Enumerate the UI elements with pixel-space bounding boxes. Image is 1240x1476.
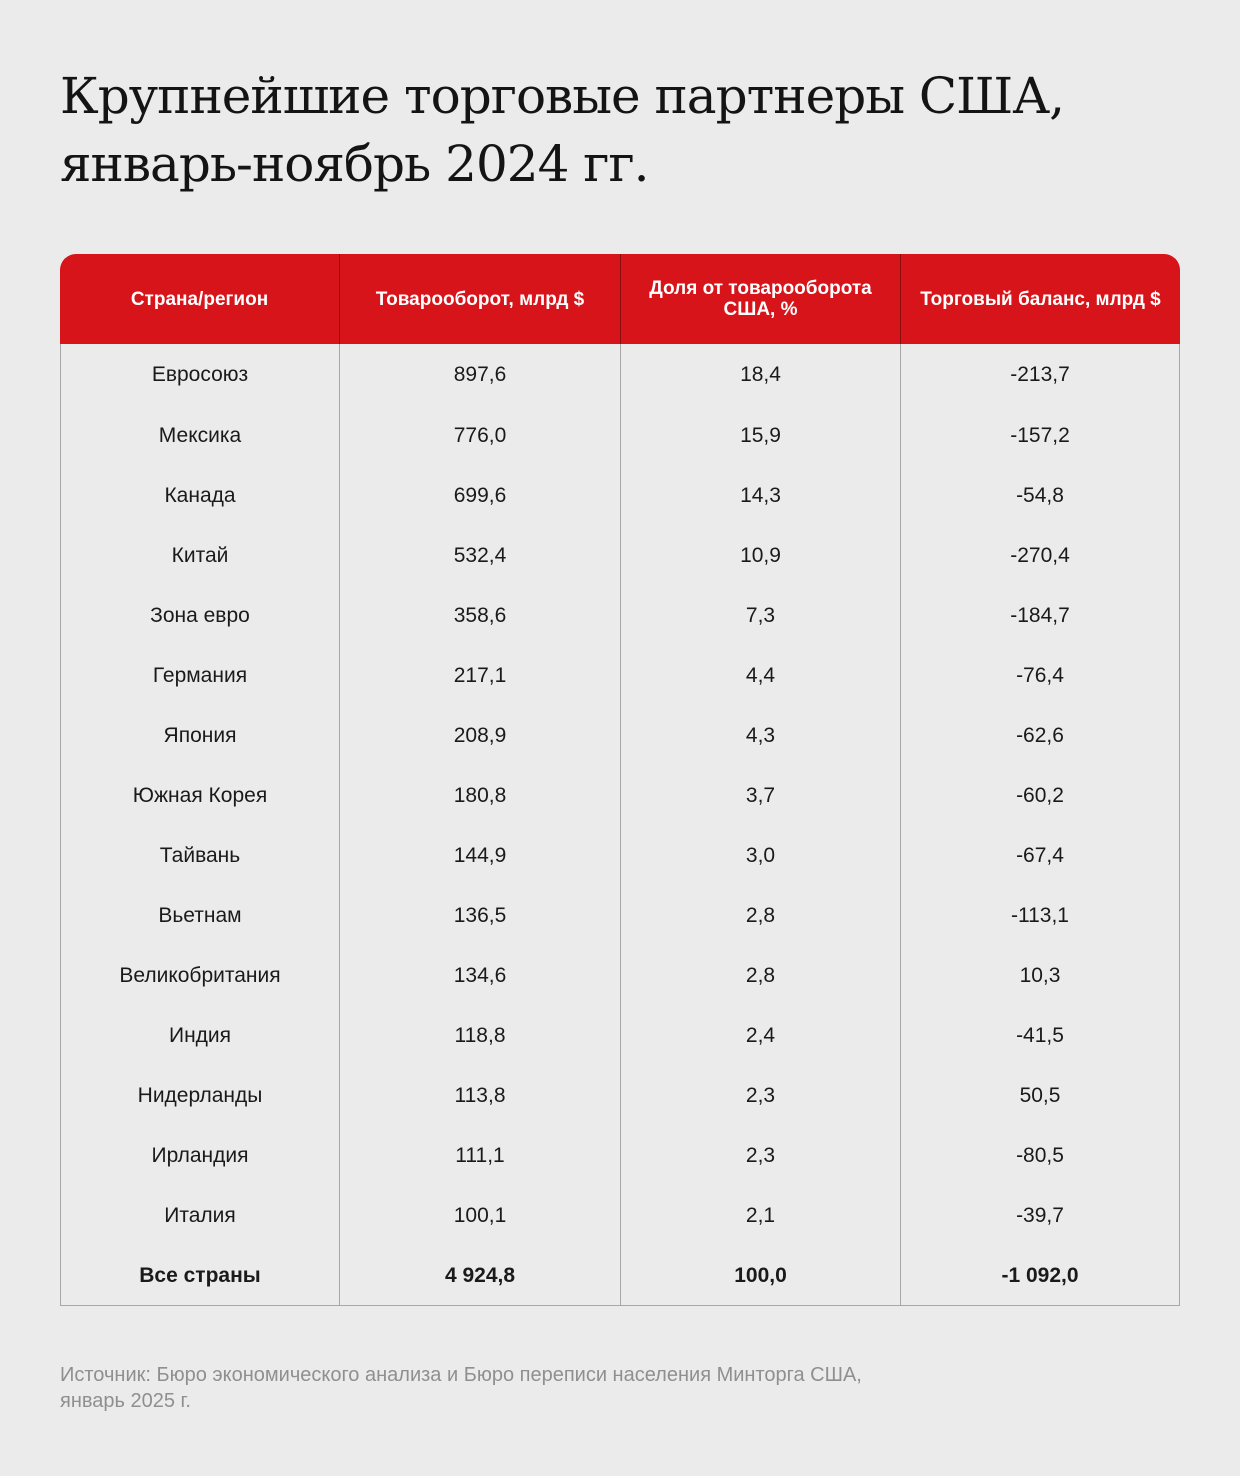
cell-turnover: 776,0 xyxy=(339,406,620,466)
title-line-2: январь-ноябрь 2024 гг. xyxy=(60,135,649,193)
cell-turnover: 144,9 xyxy=(339,826,620,886)
table-row xyxy=(60,344,1180,406)
cell-share: 2,1 xyxy=(620,1186,900,1246)
total-share: 100,0 xyxy=(620,1246,900,1306)
cell-balance: -213,7 xyxy=(900,344,1180,406)
source-line-1: Источник: Бюро экономического анализа и Бюро переписи населения Минторга США, xyxy=(60,1364,862,1386)
cell-balance: -76,4 xyxy=(900,646,1180,706)
cell-country: Италия xyxy=(60,1186,339,1246)
cell-turnover: 699,6 xyxy=(339,466,620,526)
cell-balance: -54,8 xyxy=(900,466,1180,526)
cell-balance: -67,4 xyxy=(900,826,1180,886)
cell-share: 2,4 xyxy=(620,1006,900,1066)
table-row xyxy=(60,826,1180,886)
table-header-row xyxy=(60,254,1180,344)
cell-share: 18,4 xyxy=(620,344,900,406)
cell-share: 3,7 xyxy=(620,766,900,826)
cell-turnover: 208,9 xyxy=(339,706,620,766)
cell-share: 4,3 xyxy=(620,706,900,766)
cell-balance: -157,2 xyxy=(900,406,1180,466)
table-row xyxy=(60,586,1180,646)
cell-balance: 50,5 xyxy=(900,1066,1180,1126)
header-share: Доля от товарооборота США, % xyxy=(620,254,900,344)
cell-country: Германия xyxy=(60,646,339,706)
cell-balance: -80,5 xyxy=(900,1126,1180,1186)
table-row xyxy=(60,706,1180,766)
cell-balance: -62,6 xyxy=(900,706,1180,766)
cell-country: Нидерланды xyxy=(60,1066,339,1126)
cell-turnover: 532,4 xyxy=(339,526,620,586)
cell-balance: -60,2 xyxy=(900,766,1180,826)
cell-country: Южная Корея xyxy=(60,766,339,826)
cell-country: Индия xyxy=(60,1006,339,1066)
cell-balance: -39,7 xyxy=(900,1186,1180,1246)
table-row xyxy=(60,646,1180,706)
cell-country: Вьетнам xyxy=(60,886,339,946)
table-row xyxy=(60,526,1180,586)
header-balance: Торговый баланс, млрд $ xyxy=(900,254,1180,344)
cell-country: Евросоюз xyxy=(60,344,339,406)
cell-share: 15,9 xyxy=(620,406,900,466)
cell-country: Великобритания xyxy=(60,946,339,1006)
cell-country: Ирландия xyxy=(60,1126,339,1186)
table-row xyxy=(60,886,1180,946)
cell-turnover: 897,6 xyxy=(339,344,620,406)
cell-turnover: 358,6 xyxy=(339,586,620,646)
table-row xyxy=(60,1126,1180,1186)
cell-share: 2,8 xyxy=(620,886,900,946)
cell-turnover: 113,8 xyxy=(339,1066,620,1126)
cell-share: 3,0 xyxy=(620,826,900,886)
table-row xyxy=(60,1066,1180,1126)
table-total-row xyxy=(60,1246,1180,1306)
total-turnover: 4 924,8 xyxy=(339,1246,620,1306)
cell-share: 4,4 xyxy=(620,646,900,706)
cell-country: Мексика xyxy=(60,406,339,466)
cell-country: Канада xyxy=(60,466,339,526)
cell-balance: -41,5 xyxy=(900,1006,1180,1066)
source-note xyxy=(60,1362,1160,1414)
cell-turnover: 134,6 xyxy=(339,946,620,1006)
table-row xyxy=(60,406,1180,466)
cell-balance: -270,4 xyxy=(900,526,1180,586)
cell-country: Тайвань xyxy=(60,826,339,886)
cell-share: 10,9 xyxy=(620,526,900,586)
table-row xyxy=(60,766,1180,826)
cell-share: 2,3 xyxy=(620,1066,900,1126)
total-balance: -1 092,0 xyxy=(900,1246,1180,1306)
cell-balance: -184,7 xyxy=(900,586,1180,646)
cell-share: 2,8 xyxy=(620,946,900,1006)
title-line-1: Крупнейшие торговые партнеры США, xyxy=(60,67,1064,125)
cell-share: 7,3 xyxy=(620,586,900,646)
trade-partners-table xyxy=(60,254,1180,1306)
cell-share: 2,3 xyxy=(620,1126,900,1186)
cell-turnover: 180,8 xyxy=(339,766,620,826)
cell-turnover: 136,5 xyxy=(339,886,620,946)
cell-country: Япония xyxy=(60,706,339,766)
table-row xyxy=(60,466,1180,526)
table-row xyxy=(60,946,1180,1006)
source-line-2: январь 2025 г. xyxy=(60,1390,191,1412)
cell-turnover: 118,8 xyxy=(339,1006,620,1066)
cell-balance: 10,3 xyxy=(900,946,1180,1006)
table-row xyxy=(60,1006,1180,1066)
cell-country: Зона евро xyxy=(60,586,339,646)
cell-turnover: 100,1 xyxy=(339,1186,620,1246)
table-row xyxy=(60,1186,1180,1246)
page-title xyxy=(60,62,1180,198)
cell-share: 14,3 xyxy=(620,466,900,526)
cell-turnover: 217,1 xyxy=(339,646,620,706)
header-country: Страна/регион xyxy=(60,254,339,344)
cell-balance: -113,1 xyxy=(900,886,1180,946)
cell-turnover: 111,1 xyxy=(339,1126,620,1186)
header-turnover: Товарооборот, млрд $ xyxy=(339,254,620,344)
cell-country: Китай xyxy=(60,526,339,586)
total-label: Все страны xyxy=(60,1246,339,1306)
